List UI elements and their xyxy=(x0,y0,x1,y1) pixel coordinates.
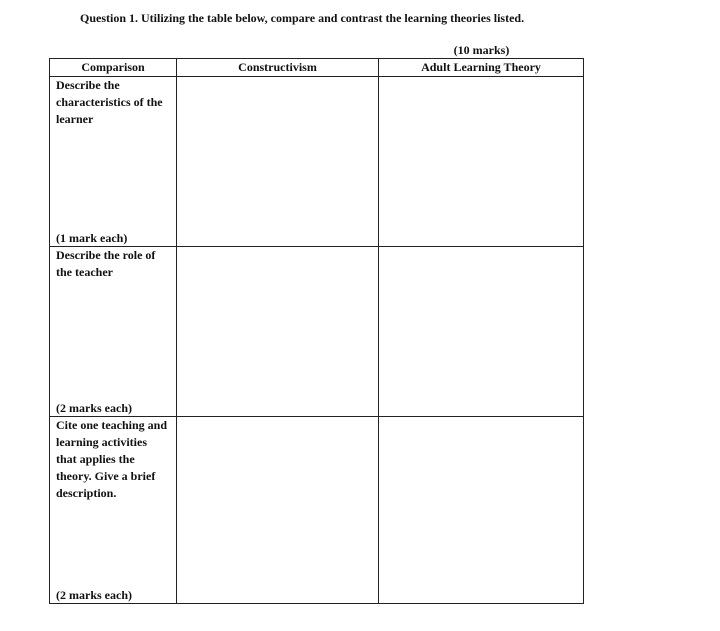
row-prompt-activity: Cite one teaching and learning activities that applies the theory. Give a brief description. xyxy=(56,418,167,500)
table-row xyxy=(50,247,584,417)
total-marks: (10 marks) xyxy=(453,43,510,57)
answer-cell-constructivism[interactable] xyxy=(177,77,379,247)
answer-cell-constructivism[interactable] xyxy=(177,247,379,417)
table-header-row xyxy=(50,59,584,77)
header-comparison: Comparison xyxy=(50,59,177,77)
row-mark-note: (2 marks each) xyxy=(56,401,132,415)
row-prompt-teacher: Describe the role of the teacher xyxy=(56,248,156,279)
table-row xyxy=(50,77,584,247)
answer-cell-constructivism[interactable] xyxy=(177,417,379,604)
prompt-cell xyxy=(50,77,177,247)
question-heading: Question 1. Utilizing the table below, compare and contrast the learning theories listed. xyxy=(80,11,525,25)
comparison-table xyxy=(49,58,584,604)
header-adult-learning-theory: Adult Learning Theory xyxy=(379,59,584,77)
answer-cell-adult-learning[interactable] xyxy=(379,77,584,247)
row-mark-note: (2 marks each) xyxy=(56,588,132,602)
row-prompt-learner: Describe the characteristics of the learner xyxy=(56,78,163,126)
prompt-cell xyxy=(50,417,177,604)
table-row xyxy=(50,417,584,604)
header-constructivism: Constructivism xyxy=(177,59,379,77)
answer-cell-adult-learning[interactable] xyxy=(379,247,584,417)
answer-cell-adult-learning[interactable] xyxy=(379,417,584,604)
prompt-cell xyxy=(50,247,177,417)
row-mark-note: (1 mark each) xyxy=(56,231,128,245)
